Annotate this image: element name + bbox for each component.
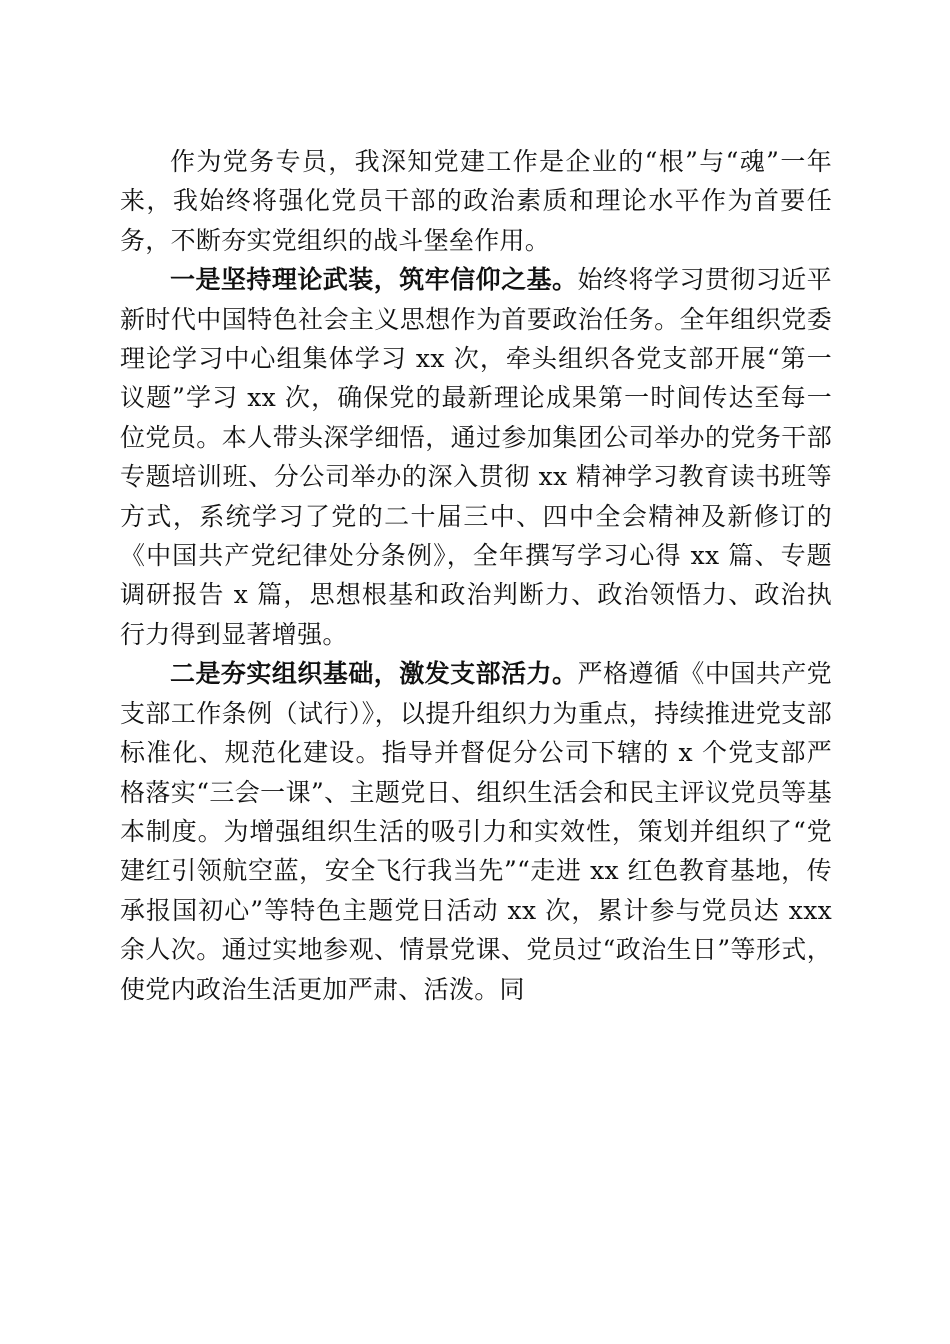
paragraph-intro	[120, 142, 832, 260]
paragraph-organization-text: 严格遵循《中国共产党支部工作条例（试行）》，以提升组织力为重点，持续推进党支部标准化、规范化建设。指导并督促分公司下辖的 x 个党支部严格落实“三会一课”、主题党日、组织生活会和民主评议党员等基本制度。为增强组织生活的吸引力和实效性，策划并组织了“党建红引领航空蓝，安全飞行我当先”“走进 xx 红色教育基地，传承报国初心”等特色主题党日活动 xx 次，累计参与党员达 xxx 余人次。通过实地参观、情景党课、党员过“政治生日”等形式，使党内政治生活更加严肃、活泼。同	[120, 659, 832, 1004]
paragraph-intro-text: 作为党务专员，我深知党建工作是企业的“根”与“魂”一年来，我始终将强化党员干部的政治素质和理论水平作为首要任务，不断夯实党组织的战斗堡垒作用。	[120, 147, 832, 255]
paragraph-theory	[120, 260, 832, 654]
paragraph-theory-text: 始终将学习贯彻习近平新时代中国特色社会主义思想作为首要政治任务。全年组织党委理论学习中心组集体学习 xx 次，牵头组织各党支部开展“第一议题”学习 xx 次，确保党的最新理论成果第一时间传达至每一位党员。本人带头深学细悟，通过参加集团公司举办的党务干部专题培训班、分公司举办的深入贯彻 xx 精神学习教育读书班等方式，系统学习了党的二十届三中、四中全会精神及新修订的《中国共产党纪律处分条例》，全年撰写学习心得 xx 篇、专题调研报告 x 篇，思想根基和政治判断力、政治领悟力、政治执行力得到显著增强。	[120, 265, 832, 649]
paragraph-organization-lead: 二是夯实组织基础，激发支部活力。	[170, 659, 578, 689]
paragraph-organization	[120, 654, 832, 1009]
paragraph-theory-lead: 一是坚持理论武装，筑牢信仰之基。	[170, 265, 578, 295]
document-page	[120, 142, 832, 1009]
